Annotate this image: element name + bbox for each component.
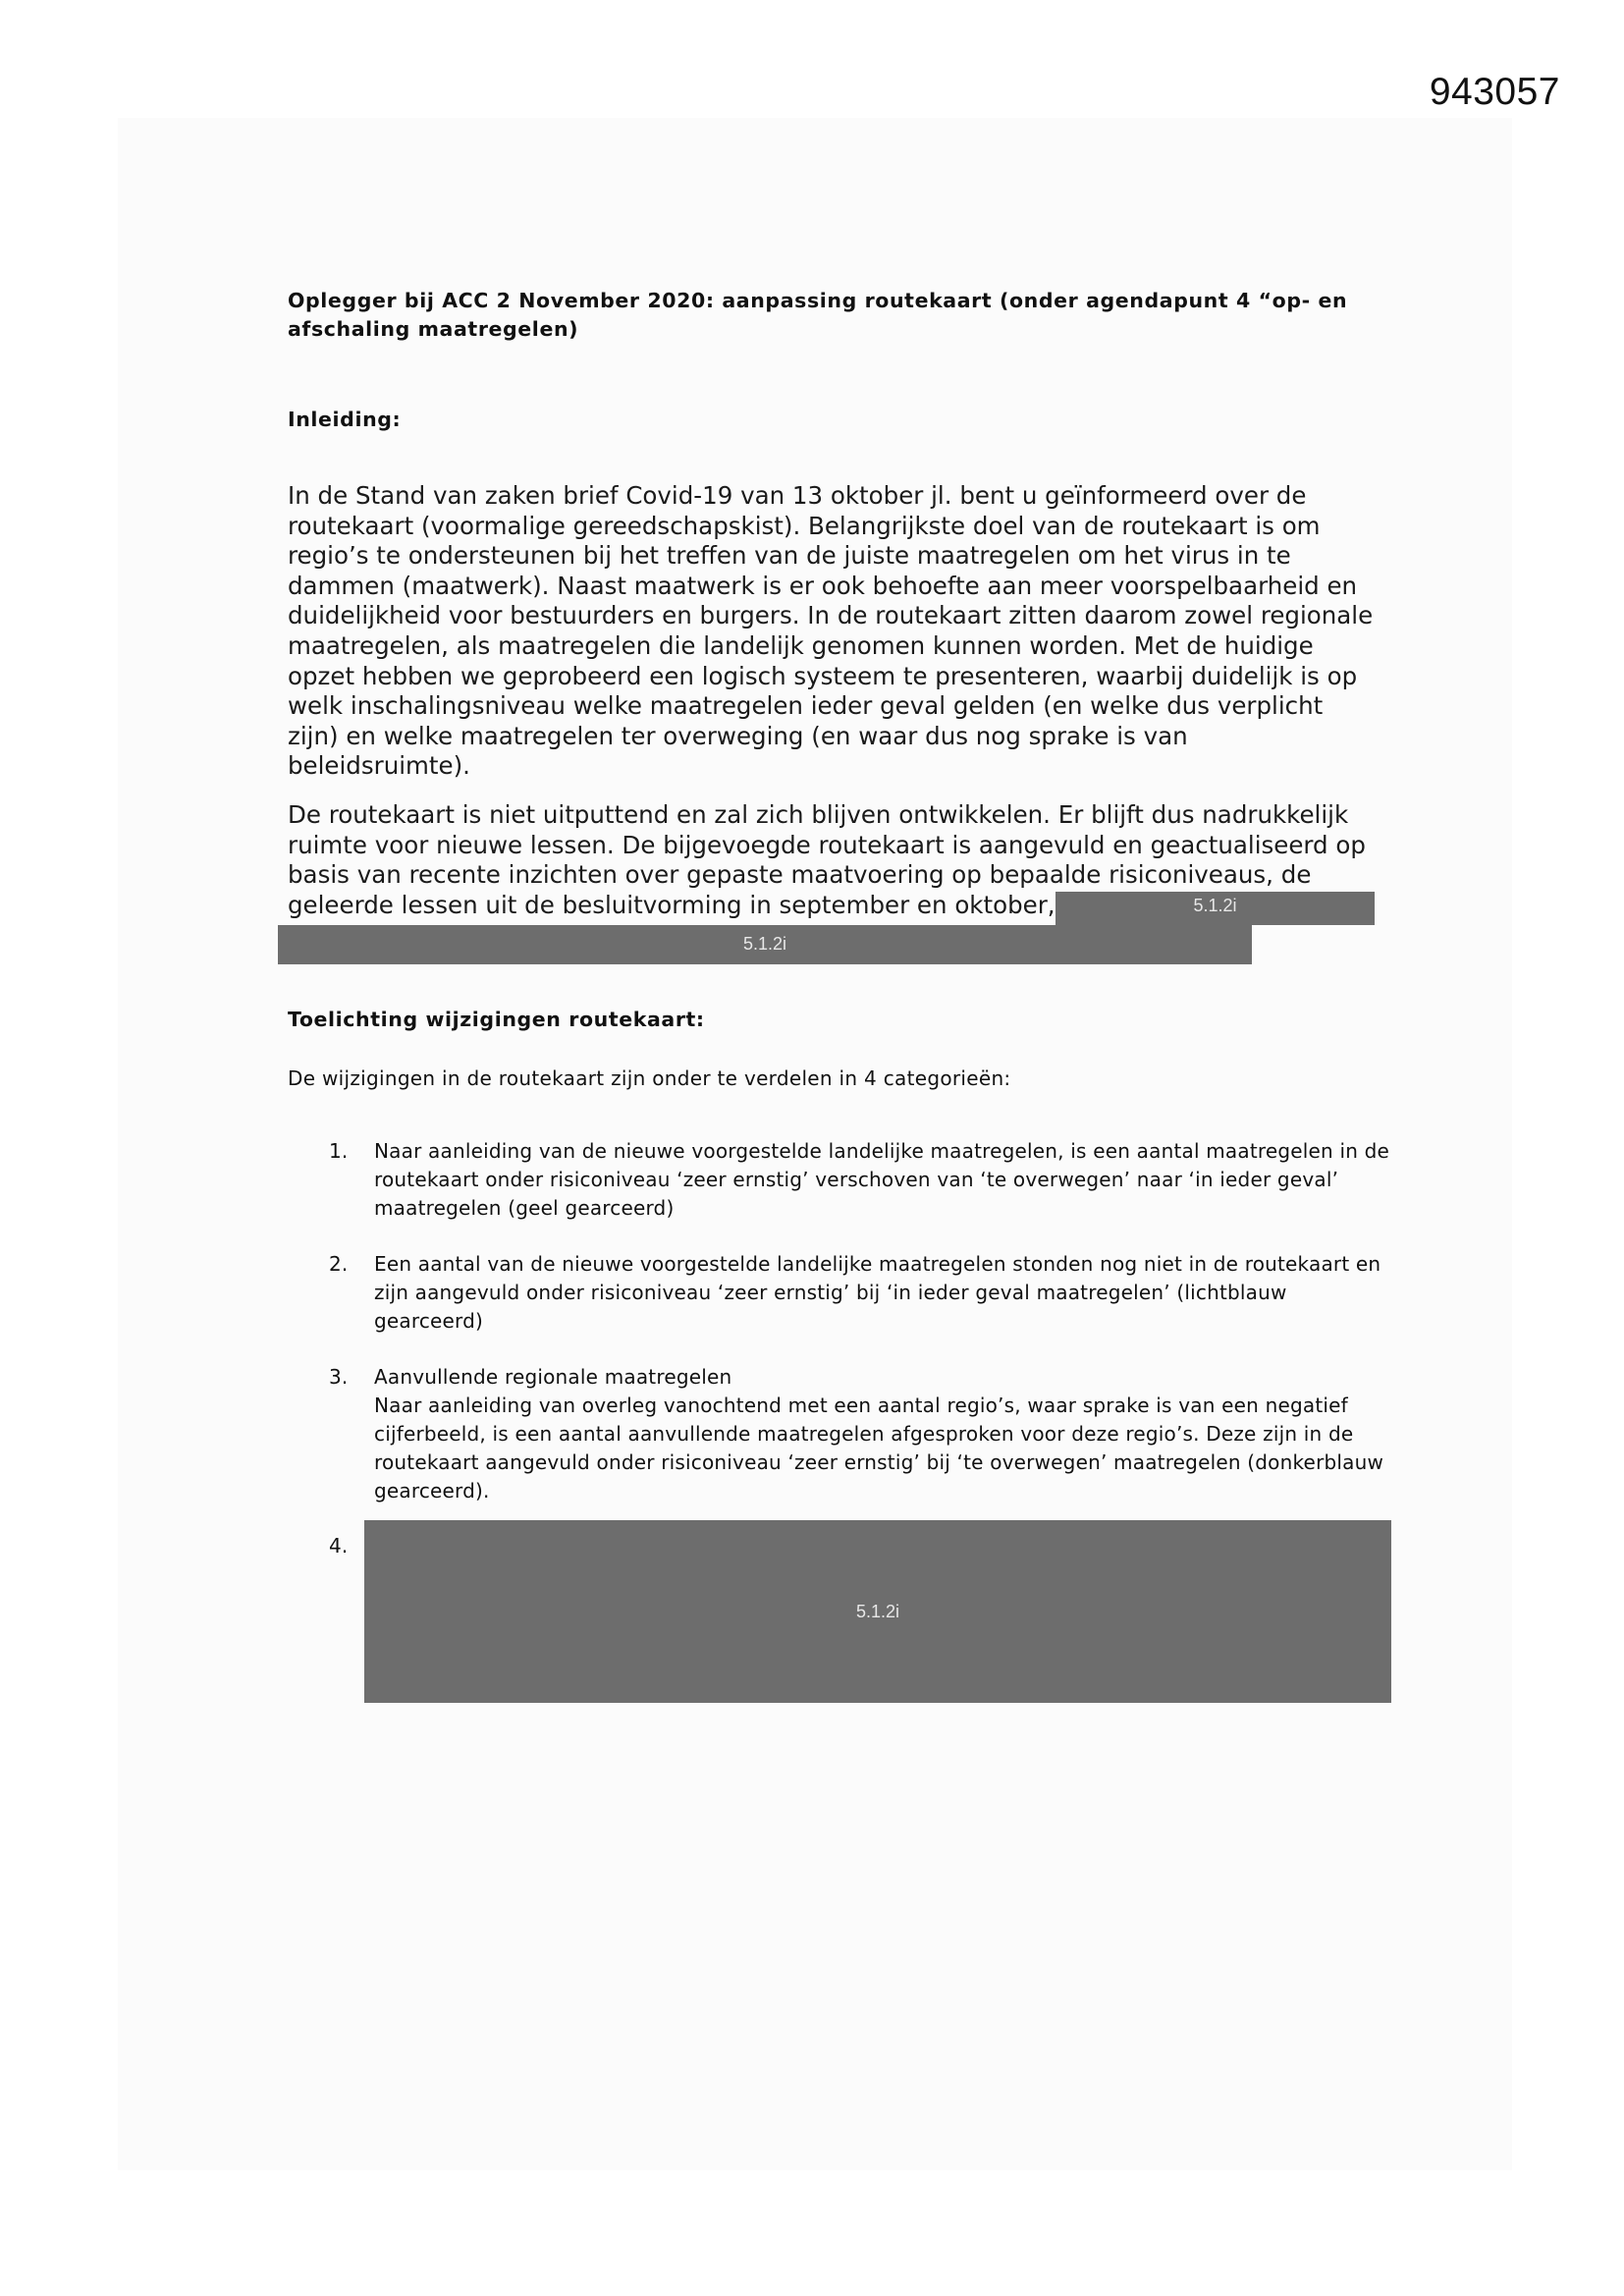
redaction-block	[278, 925, 1252, 964]
redaction-label: 5.1.2i	[855, 1602, 900, 1621]
document-number: 943057	[1429, 71, 1560, 113]
redaction-block	[364, 1520, 1391, 1703]
list-text-block	[374, 1363, 1395, 1505]
redaction-label: 5.1.2i	[742, 934, 787, 954]
list-number: 4.	[329, 1534, 349, 1558]
list-text: Naar aanleiding van de nieuwe voorgestelde landelijke maatregelen, is een aantal maatregelen in de routekaart onder risiconiveau ‘zeer ernstig’ verschoven van ‘te overwegen’ naar ‘in ieder geval’ maatregelen (geel gearceerd)	[374, 1139, 1390, 1220]
changes-heading: Toelichting wijzigingen routekaart:	[288, 1008, 705, 1031]
document-title: Oplegger bij ACC 2 November 2020: aanpassing routekaart (onder agendapunt 4 “op- en afschaling maatregelen)	[288, 289, 1348, 341]
intro-paragraph-2: De routekaart is niet uitputtend en zal zich blijven ontwikkelen. Er blijft dus nadrukkelijk ruimte voor nieuwe lessen. De bijgevoegde routekaart is aangevuld en geactualiseerd op basis van recente inzichten over gepaste maatvoering op bepaalde risiconiveaus, de geleerde lessen uit de besluitvorming in september en oktober,	[288, 800, 1366, 919]
list-text: Naar aanleiding van overleg vanochtend met een aantal regio’s, waar sprake is van een negatief cijferbeeld, is een aantal aanvullende maatregelen afgesproken voor deze regio’s. Deze zijn in de routekaart aangevuld onder risiconiveau ‘zeer ernstig’ bij ‘te overwegen’ maatregelen (donkerblauw gearceerd).	[374, 1394, 1384, 1503]
changes-intro: De wijzigingen in de routekaart zijn onder te verdelen in 4 categorieën:	[288, 1066, 1011, 1090]
redaction-label: 5.1.2i	[1193, 896, 1237, 915]
list-number: 1.	[329, 1139, 349, 1163]
list-item-title: Aanvullende regionale maatregelen	[374, 1365, 732, 1389]
intro-paragraph-1: In de Stand van zaken brief Covid-19 van 13 oktober jl. bent u geïnformeerd over de routekaart (voormalige gereedschapskist). Belangrijkste doel van de routekaart is om regio’s te ondersteunen bij het treffen van de juiste maatregelen om het virus in te dammen (maatwerk). Naast maatwerk is er ook behoefte aan meer voorspelbaarheid en duidelijkheid voor bestuurders en burgers. In de routekaart zitten daarom zowel regionale maatregelen, als maatregelen die landelijk genomen kunnen worden. Met de huidige opzet hebben we geprobeerd een logisch systeem te presenteren, waarbij duidelijk is op welk inschalingsniveau welke maatregelen ieder geval gelden (en welke dus verplicht zijn) en welke maatregelen ter overweging (en waar dus nog sprake is van beleidsruimte).	[288, 481, 1374, 781]
intro-heading: Inleiding:	[288, 408, 402, 431]
list-number: 3.	[329, 1365, 349, 1389]
list-text: Een aantal van de nieuwe voorgestelde landelijke maatregelen stonden nog niet in de routekaart en zijn aangevuld onder risiconiveau ‘zeer ernstig’ bij ‘in ieder geval maatregelen’ (lichtblauw gearceerd)	[374, 1252, 1381, 1333]
redaction-block	[1056, 892, 1375, 925]
list-number: 2.	[329, 1252, 349, 1276]
